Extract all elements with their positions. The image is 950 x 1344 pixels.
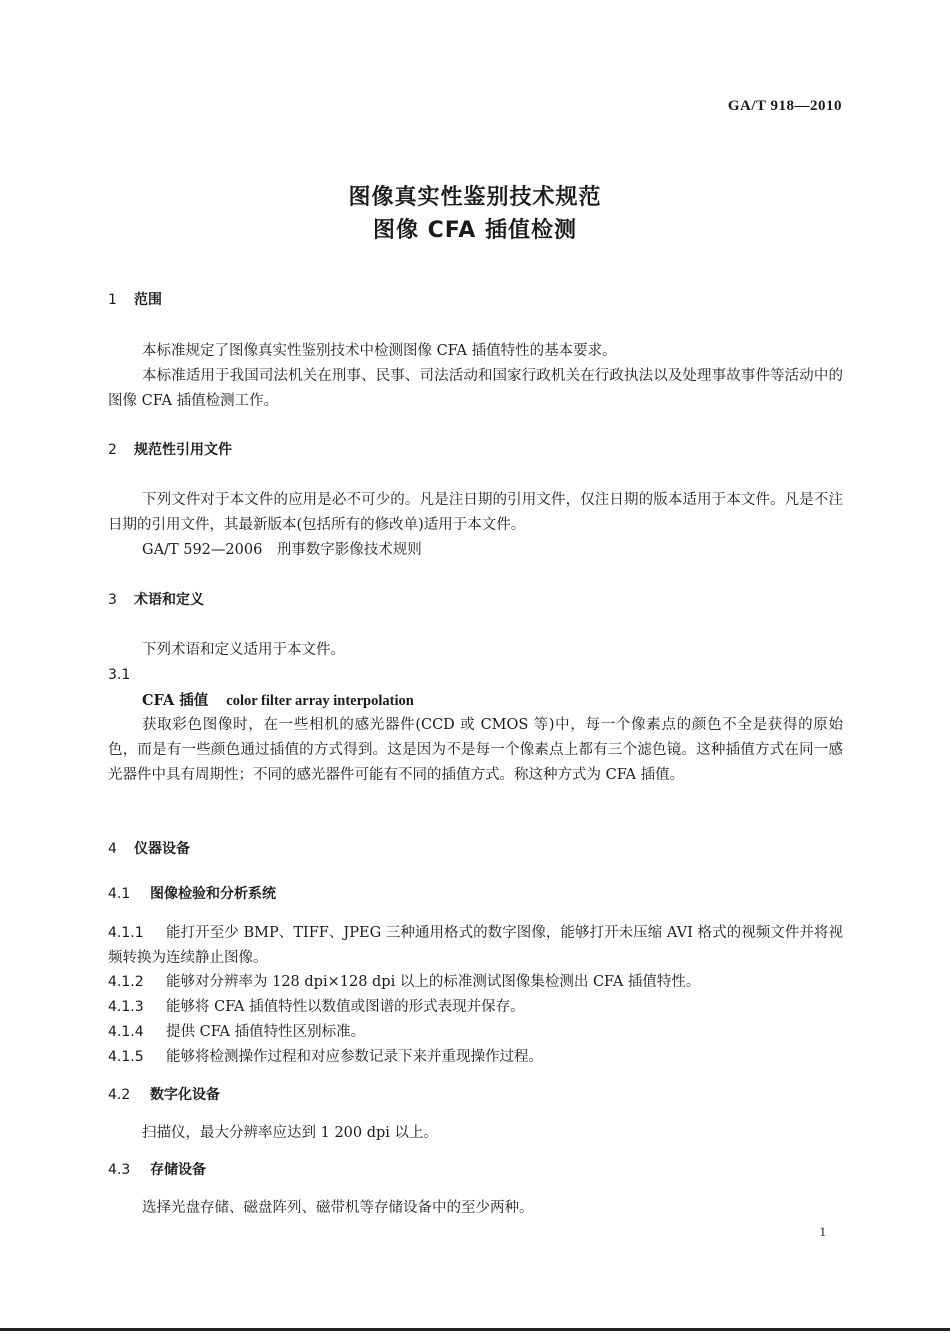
document-title-line2: 图像 CFA 插值检测 <box>373 218 577 243</box>
normative-reference: GA/T 592—2006 刑事数字影像技术规则 <box>142 542 422 558</box>
page-number: 1 <box>819 1224 826 1239</box>
section-1-heading <box>108 288 843 313</box>
subsection-number: 4.2 <box>108 1087 131 1103</box>
clause-text: 能打开至少 BMP、TIFF、JPEG 三种通用格式的数字图像，能够打开未压缩 AVI 格式的视频文件并将视频转换为连续静止图像。 <box>108 925 843 966</box>
subsection-title: 数字化设备 <box>150 1087 220 1103</box>
subsection-title: 存储设备 <box>150 1162 206 1178</box>
clause-4-1-3 <box>108 995 843 1020</box>
clause-text: 能够将 CFA 插值特性以数值或图谱的形式表现并保存。 <box>166 999 525 1015</box>
section-4-heading <box>108 837 843 862</box>
section-number: 4 <box>108 841 117 857</box>
section-title: 规范性引用文件 <box>134 442 232 458</box>
clause-text: 提供 CFA 插值特性区别标准。 <box>166 1024 366 1040</box>
section-number: 3 <box>108 592 117 608</box>
term-number: 3.1 <box>108 667 131 683</box>
subsection-4-1-heading <box>108 882 843 907</box>
sec3-paragraph-1: 下列术语和定义适用于本文件。 <box>142 642 345 658</box>
clause-number: 4.1.4 <box>108 1024 144 1040</box>
clause-number: 4.1.5 <box>108 1049 144 1065</box>
term-chinese: CFA 插值 <box>142 692 209 709</box>
clause-4-1-5 <box>108 1045 843 1070</box>
term-english: color filter array interpolation <box>226 693 414 709</box>
section-title: 范围 <box>134 292 162 308</box>
document-title-line1: 图像真实性鉴别技术规范 <box>348 185 602 210</box>
section-title: 术语和定义 <box>134 592 204 608</box>
clause-text: 能够对分辨率为 128 dpi×128 dpi 以上的标准测试图像集检测出 CFA 插值特性。 <box>166 974 701 990</box>
clause-4-1-2 <box>108 970 843 995</box>
section-3-heading <box>108 588 843 613</box>
sec1-paragraph-2: 本标准适用于我国司法机关在刑事、民事、司法活动和国家行政机关在行政执法以及处理事故事件等活动中的图像 CFA 插值检测工作。 <box>108 368 843 409</box>
section-number: 1 <box>108 292 117 308</box>
subsection-number: 4.3 <box>108 1162 131 1178</box>
bottom-divider <box>0 1328 950 1331</box>
section-title: 仪器设备 <box>134 841 190 857</box>
clause-4-1-4 <box>108 1020 843 1045</box>
subsection-4-2-text: 扫描仪，最大分辨率应达到 1 200 dpi 以上。 <box>142 1125 439 1141</box>
standard-code: GA/T 918—2010 <box>727 98 842 114</box>
subsection-number: 4.1 <box>108 886 131 902</box>
subsection-title: 图像检验和分析系统 <box>150 886 276 902</box>
clause-number: 4.1.1 <box>108 925 144 941</box>
term-definition: 获取彩色图像时，在一些相机的感光器件(CCD 或 CMOS 等)中，每一个像素点的颜色不全是获得的原始色，而是有一些颜色通过插值的方式得到。这是因为不是每一个像素点上都有三个滤色镜。这种插值方式在同一感光器件中具有周期性；不同的感光器件可能有不同的插值方式。称这种方式为 CFA 插值。 <box>108 717 843 783</box>
sec2-paragraph-1: 下列文件对于本文件的应用是必不可少的。凡是注日期的引用文件，仅注日期的版本适用于本文件。凡是不注日期的引用文件，其最新版本(包括所有的修改单)适用于本文件。 <box>108 492 843 533</box>
subsection-4-3-text: 选择光盘存储、磁盘阵列、磁带机等存储设备中的至少两种。 <box>142 1200 534 1216</box>
sec1-paragraph-1: 本标准规定了图像真实性鉴别技术中检测图像 CFA 插值特性的基本要求。 <box>142 343 617 359</box>
clause-text: 能够将检测操作过程和对应参数记录下来并重现操作过程。 <box>166 1049 543 1065</box>
section-2-heading <box>108 438 843 463</box>
clause-number: 4.1.2 <box>108 974 144 990</box>
subsection-4-3-heading <box>108 1158 843 1183</box>
clause-number: 4.1.3 <box>108 999 144 1015</box>
term-entry <box>108 688 843 714</box>
subsection-4-2-heading <box>108 1083 843 1108</box>
clause-4-1-1 <box>108 921 843 971</box>
section-number: 2 <box>108 442 117 458</box>
